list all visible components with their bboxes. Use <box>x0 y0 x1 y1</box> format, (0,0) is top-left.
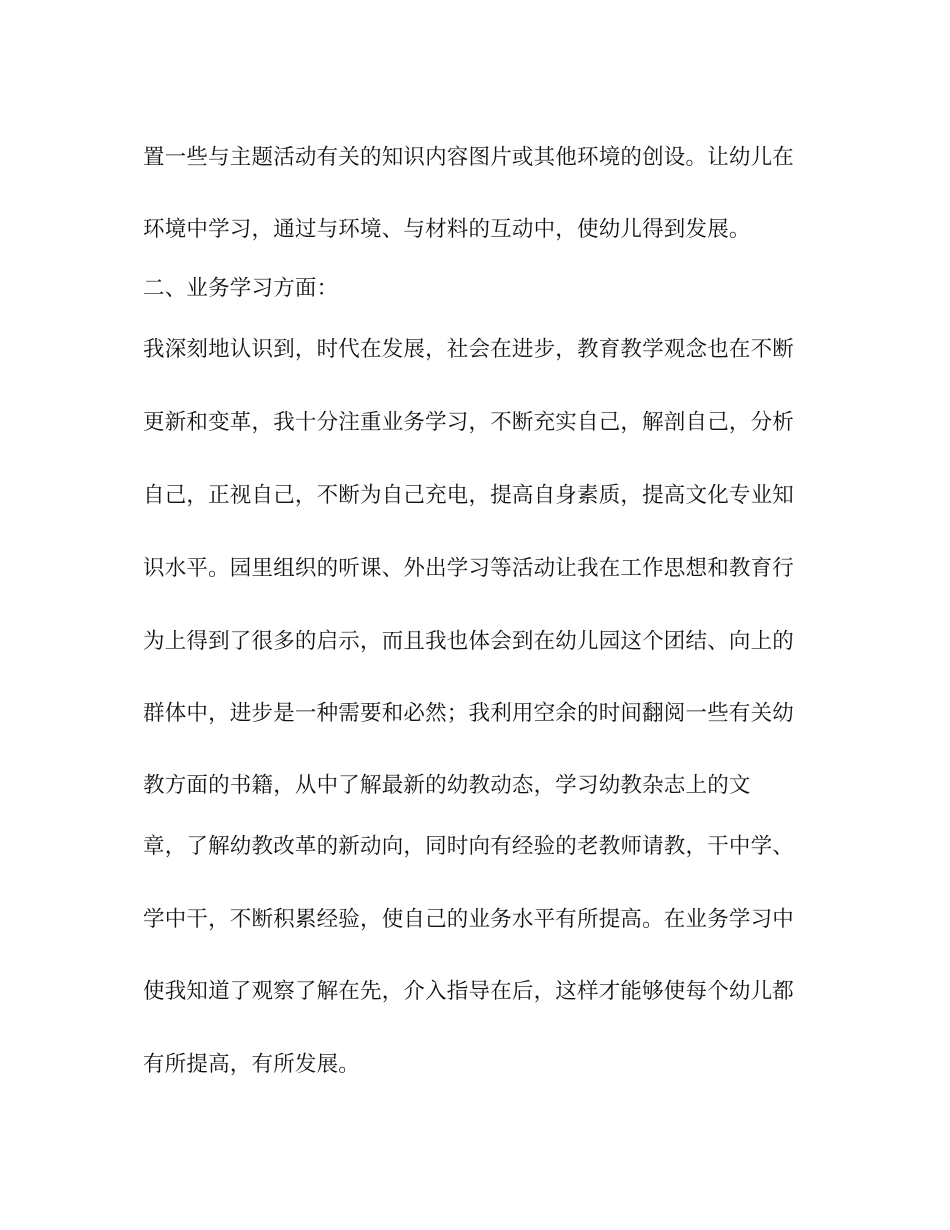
text-line: 教方面的书籍，从中了解最新的幼教动态，学习幼教杂志上的文 <box>143 773 751 798</box>
text-line: 我深刻地认识到，时代在发展，社会在进步，教育教学观念也在不断 <box>143 337 795 362</box>
text-line: 使我知道了观察了解在先，介入指导在后，这样才能够使每个幼儿都 <box>143 979 795 1004</box>
text-line: 学中干，不断积累经验，使自己的业务水平有所提高。在业务学习中 <box>143 907 795 932</box>
text-line: 自己，正视自己，不断为自己充电，提高自身素质，提高文化专业知 <box>143 483 795 508</box>
section-heading: 二、业务学习方面： <box>143 276 339 301</box>
text-line: 更新和变革，我十分注重业务学习，不断充实自己，解剖自己，分析 <box>143 410 795 435</box>
text-line: 章，了解幼教改革的新动向，同时向有经验的老教师请教，干中学、 <box>143 834 795 859</box>
text-line: 群体中，进步是一种需要和必然；我利用空余的时间翻阅一些有关幼 <box>143 701 795 726</box>
text-line: 环境中学习，通过与环境、与材料的互动中，使幼儿得到发展。 <box>143 217 751 242</box>
text-line: 为上得到了很多的启示，而且我也体会到在幼儿园这个团结、向上的 <box>143 629 795 654</box>
text-line: 有所提高，有所发展。 <box>143 1052 361 1077</box>
text-line: 置一些与主题活动有关的知识内容图片或其他环境的创设。让幼儿在 <box>143 145 795 170</box>
text-line: 识水平。园里组织的听课、外出学习等活动让我在工作思想和教育行 <box>143 556 795 581</box>
